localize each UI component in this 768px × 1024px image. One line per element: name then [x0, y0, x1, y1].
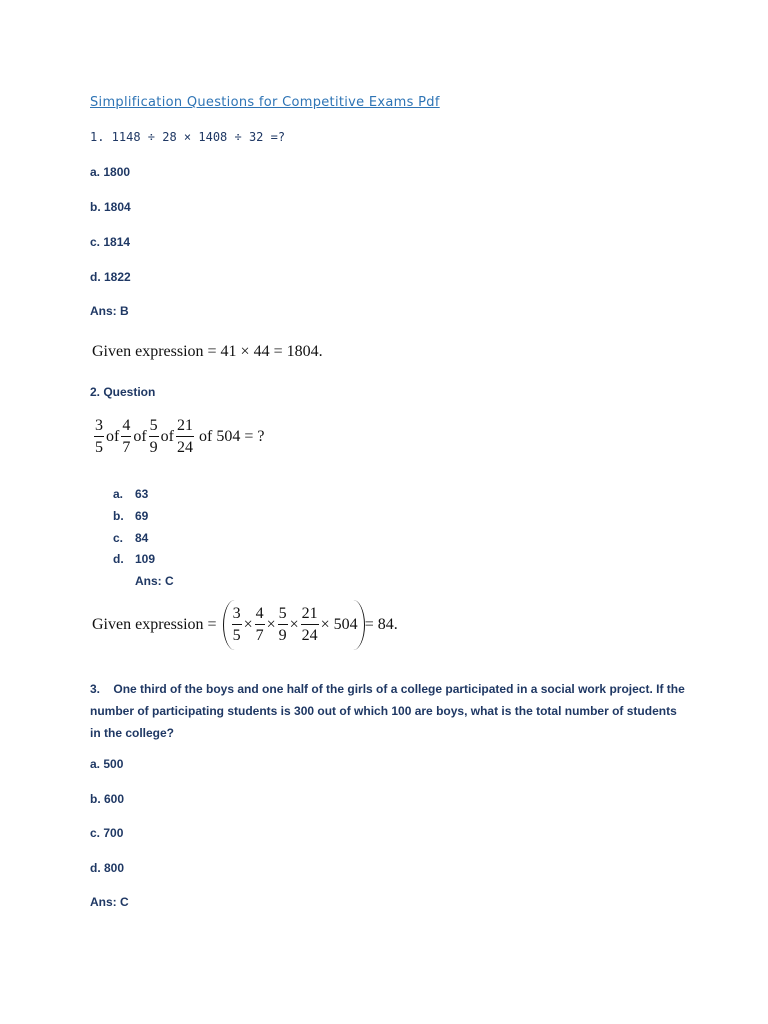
q3-option-d: d. 800: [90, 861, 125, 875]
q2-of-2: of: [133, 428, 147, 445]
q2-solution-result: = 84.: [364, 616, 398, 633]
q2-expression: [92, 418, 264, 456]
q2-option-c-marker: c.: [113, 531, 124, 545]
q2-frac-1: $\frac{3}{5}$: [95, 417, 103, 456]
q2-option-b: 69: [135, 509, 149, 523]
q2-option-a-marker: a.: [113, 487, 124, 501]
q3-option-c: c. 700: [90, 826, 124, 840]
q2-of-1: of: [106, 428, 120, 445]
q2-frac-4: $\frac{21}{24}$: [176, 417, 193, 456]
q2-option-a: 63: [135, 487, 149, 501]
q2-frac-3: $\frac{5}{9}$: [149, 417, 158, 456]
q2-solution-lead: Given expression =: [92, 616, 217, 633]
q1-option-b: b. 1804: [90, 200, 131, 214]
q3-question-block: [90, 678, 690, 744]
q2-option-d: 109: [135, 552, 156, 566]
q1-question: 1. 1148 ÷ 28 × 1408 ÷ 32 =?: [90, 130, 286, 144]
q2-answer: Ans: C: [135, 574, 174, 588]
q2-option-d-marker: d.: [113, 552, 124, 566]
q3-question: One third of the boys and one half of the girls of a college participated in a social work project. If the number of participating students is 300 out of which 100 are boys, what is the total number of students in the college?: [90, 682, 685, 740]
q3-number: 3.: [90, 682, 101, 696]
q1-answer: Ans: B: [90, 304, 129, 318]
q1-option-c: c. 1814: [90, 235, 131, 249]
q3-option-b: b. 600: [90, 792, 125, 806]
q2-heading: 2. Question: [90, 385, 156, 399]
q1-option-d: d. 1822: [90, 270, 131, 284]
q3-answer: Ans: C: [90, 895, 129, 909]
q2-option-c: 84: [135, 531, 149, 545]
q2-of-3: of: [160, 428, 174, 445]
q2-frac-2: $\frac{4}{7}$: [122, 417, 131, 456]
page-title[interactable]: Simplification Questions for Competitive Exams Pdf: [90, 95, 440, 110]
q2-option-b-marker: b.: [113, 509, 124, 523]
q3-option-a: a. 500: [90, 757, 124, 771]
q2-solution-tail: × 504: [320, 616, 358, 633]
q1-solution: Given expression = 41 × 44 = 1804.: [92, 343, 323, 360]
q2-expr-tail: of 504 = ?: [198, 428, 265, 445]
q2-solution-paren: $\frac{3}{5}$ × $\frac{4}{7}$ × $\frac{5}{9}$ × $\frac{21}{24}$ × 504: [223, 600, 365, 650]
q2-solution: [92, 600, 398, 650]
q1-option-a: a. 1800: [90, 165, 131, 179]
